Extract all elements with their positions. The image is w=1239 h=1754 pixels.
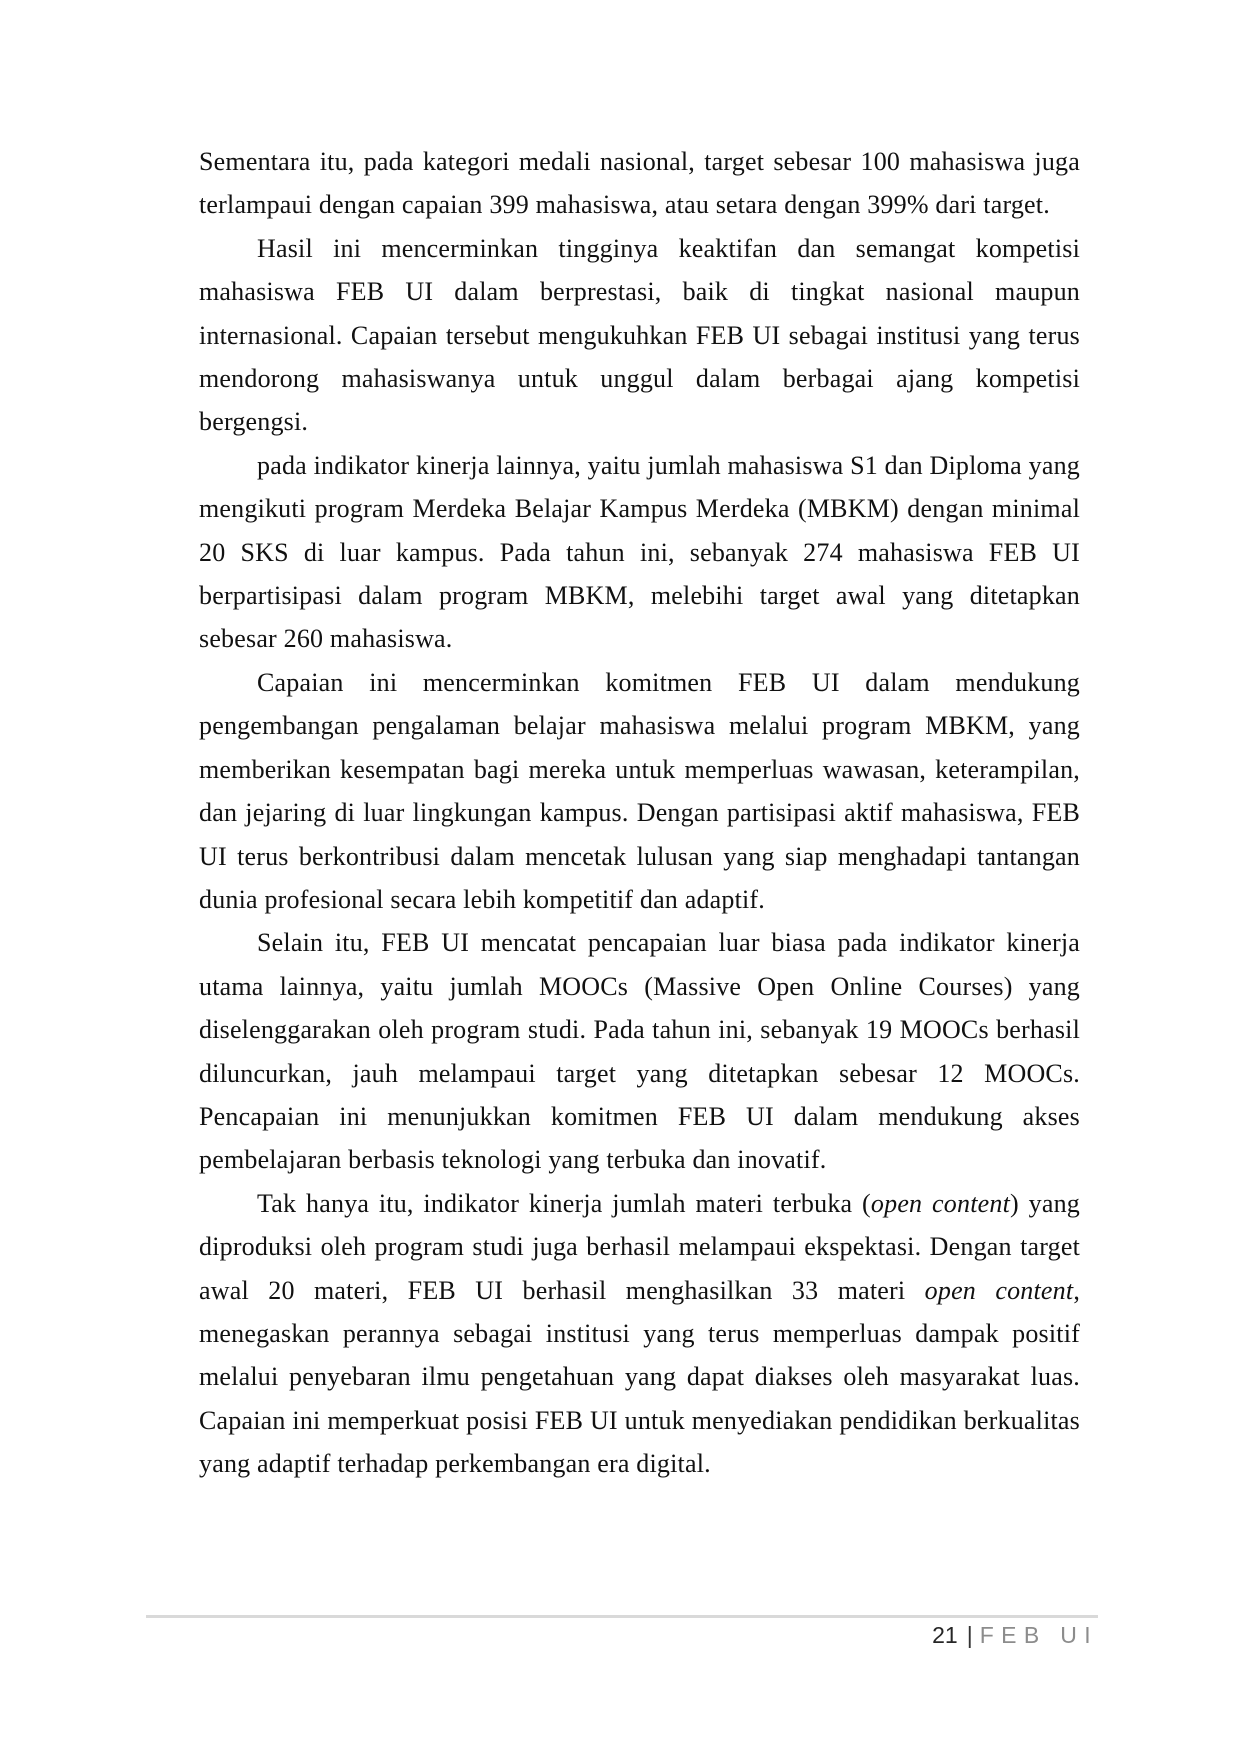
paragraph: pada indikator kinerja lainnya, yaitu jumlah mahasiswa S1 dan Diploma yang mengikuti program Merdeka Belajar Kampus Merdeka (MBKM) dengan minimal 20 SKS di luar kampus. Pada tahun ini, sebanyak 274 mahasiswa FEB UI berpartisipasi dalam program MBKM, melebihi target awal yang ditetapkan sebesar 260 mahasiswa. xyxy=(199,450,1080,654)
paragraph: Tak hanya itu, indikator kinerja jumlah materi terbuka (open content) yang diproduksi oleh program studi juga berhasil melampaui ekspektasi. Dengan target awal 20 materi, FEB UI berhasil menghasilkan 33 materi open content, menegaskan perannya sebagai institusi yang terus memperluas dampak positif melalui penyebaran ilmu pengetahuan yang dapat diakses oleh masyarakat luas. Capaian ini memperkuat posisi FEB UI untuk menyediakan pendidikan berkualitas yang adaptif terhadap perkembangan era digital. xyxy=(199,1188,1081,1479)
paragraph: Selain itu, FEB UI mencatat pencapaian luar biasa pada indikator kinerja utama lainnya, yaitu jumlah MOOCs (Massive Open Online Courses) yang diselenggarakan oleh program studi. Pada tahun ini, sebanyak 19 MOOCs berhasil diluncurkan, jauh melampaui target yang ditetapkan sebesar 12 MOOCs. Pencapaian ini menunjukkan komitmen FEB UI dalam mendukung akses pembelajaran berbasis teknologi yang terbuka dan inovatif. xyxy=(199,928,1080,1175)
document-body xyxy=(199,140,1080,1486)
footer-brand-label: FEB UI xyxy=(979,1622,1098,1648)
footer-divider xyxy=(146,1615,1098,1618)
paragraph: Sementara itu, pada kategori medali nasional, target sebesar 100 mahasiswa juga terlampaui dengan capaian 399 mahasiswa, atau setara dengan 399% dari target. xyxy=(199,147,1080,220)
footer-separator: | xyxy=(966,1622,973,1648)
paragraph: Hasil ini mencerminkan tingginya keaktifan dan semangat kompetisi mahasiswa FEB UI dalam berprestasi, baik di tingkat nasional maupun internasional. Capaian tersebut mengukuhkan FEB UI sebagai institusi yang terus mendorong mahasiswanya untuk unggul dalam berbagai ajang kompetisi bergengsi. xyxy=(199,233,1080,437)
paragraph: Capaian ini mencerminkan komitmen FEB UI dalam mendukung pengembangan pengalaman belajar mahasiswa melalui program MBKM, yang memberikan kesempatan bagi mereka untuk memperluas wawasan, keterampilan, dan jejaring di luar lingkungan kampus. Dengan partisipasi aktif mahasiswa, FEB UI terus berkontribusi dalam mencetak lulusan yang siap menghadapi tantangan dunia profesional secara lebih kompetitif dan adaptif. xyxy=(199,667,1080,914)
page-number: 21 xyxy=(932,1622,958,1648)
page-footer xyxy=(146,1620,1098,1650)
